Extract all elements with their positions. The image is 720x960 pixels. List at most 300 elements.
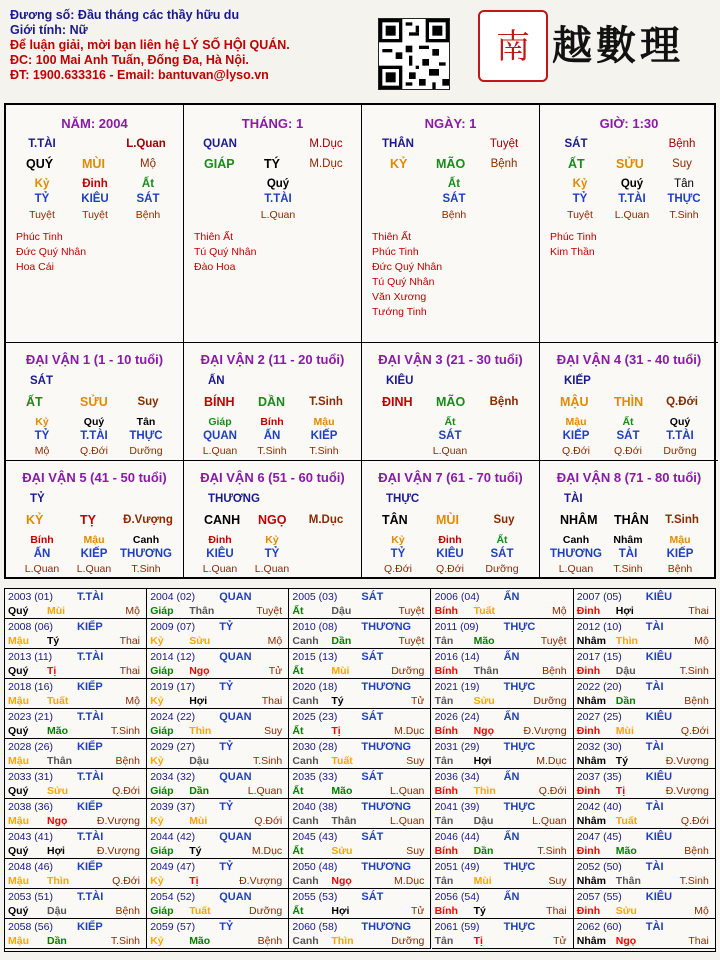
stem: KỶ xyxy=(390,157,408,171)
year-god: TỶ xyxy=(219,681,234,693)
year-god: THỰC xyxy=(503,741,536,753)
hidden-god: TỶ xyxy=(572,193,588,205)
phone-email-line: ĐT: 1900.633316 - Email: bantuvan@lyso.vn xyxy=(10,68,269,82)
year-label: 2008 (06) xyxy=(8,621,53,633)
hidden-stem: Canh xyxy=(132,534,160,546)
life-stage: M.Dục xyxy=(309,158,343,170)
year-life: Suy xyxy=(548,875,567,887)
annual-year-cell xyxy=(289,829,431,859)
hidden-god: QUAN xyxy=(203,430,237,442)
dai-van-branch: THÌN xyxy=(614,395,644,409)
dai-van-life: Bệnh xyxy=(489,396,519,408)
year-branch: Thìn xyxy=(615,635,638,647)
hidden-stem: Kỷ xyxy=(34,178,50,190)
pillar-day xyxy=(362,105,540,343)
year-branch: Hợi xyxy=(615,605,634,617)
year-life: Thai xyxy=(119,665,140,677)
year-branch: Mão xyxy=(189,935,211,947)
annual-year-cell xyxy=(574,859,716,889)
year-life: Bệnh xyxy=(115,755,140,767)
year-stem: Nhâm xyxy=(576,695,606,707)
year-life: M.Dục xyxy=(394,725,425,737)
annual-year-cell xyxy=(289,649,431,679)
year-god: KIẾP xyxy=(77,681,103,693)
year-branch: Mùi xyxy=(615,725,634,737)
dai-van-branch: NGỌ xyxy=(258,513,287,527)
annual-luck-grid xyxy=(4,588,716,952)
year-stem: Ất xyxy=(292,665,304,677)
annual-year-cell xyxy=(574,709,716,739)
year-branch: Tị xyxy=(189,875,199,887)
year-label: 2019 (17) xyxy=(150,681,196,693)
year-label: 2005 (03) xyxy=(292,591,338,603)
year-god: KIẾP xyxy=(77,741,103,753)
hidden-god: SÁT xyxy=(616,430,640,442)
year-stem: Kỷ xyxy=(150,695,164,707)
hidden-life: Q.Đới xyxy=(436,563,464,575)
year-god: THỰC xyxy=(503,861,536,873)
dai-van-god: TỶ xyxy=(30,493,45,505)
dai-van-cell xyxy=(540,461,718,579)
year-stem: Ất xyxy=(292,605,304,617)
year-stem: Canh xyxy=(292,875,319,887)
year-god: SÁT xyxy=(361,891,384,903)
dai-van-branch: THÂN xyxy=(614,513,649,527)
year-life: Tuyệt xyxy=(398,635,425,647)
year-stem: Đinh xyxy=(576,845,601,857)
annual-year-cell xyxy=(5,919,147,949)
year-life: L.Quan xyxy=(247,785,283,797)
year-branch: Dậu xyxy=(47,905,67,917)
year-stem: Giáp xyxy=(150,605,174,617)
year-life: T.Sinh xyxy=(537,845,567,857)
year-stem: Đinh xyxy=(576,785,601,797)
hidden-stem: Mậu xyxy=(565,416,587,428)
year-label: 2045 (43) xyxy=(292,831,338,843)
year-god: KIẾP xyxy=(77,621,103,633)
year-life: T.Sinh xyxy=(110,935,140,947)
year-branch: Dần xyxy=(331,635,352,647)
hidden-stem: Giáp xyxy=(208,416,232,428)
hidden-life: Bệnh xyxy=(135,209,161,221)
hidden-god: KIÊU xyxy=(206,548,234,560)
dai-van-title: ĐẠI VẬN 3 (21 - 30 tuổi) xyxy=(378,352,523,367)
hidden-god: KIẾP xyxy=(80,548,108,560)
auspicious-star: Đào Hoa xyxy=(194,261,236,273)
dai-van-cell xyxy=(540,343,718,461)
auspicious-star: Hoa Cái xyxy=(16,261,54,273)
hidden-god: THỰC xyxy=(667,193,701,205)
year-god: THƯƠNG xyxy=(361,861,412,873)
branch-god: M.Dục xyxy=(309,138,343,150)
year-label: 2041 (39) xyxy=(434,801,480,813)
pillar-title: THÁNG: 1 xyxy=(241,116,304,131)
year-stem: Quý xyxy=(8,725,29,737)
annual-year-cell xyxy=(432,619,574,649)
pillar-title: NĂM: 2004 xyxy=(61,116,128,131)
year-stem: Bính xyxy=(434,845,458,857)
year-life: Tử xyxy=(268,665,283,677)
hidden-stem: Ất xyxy=(141,178,155,190)
year-branch: Hợi xyxy=(331,905,350,917)
year-branch: Thìn xyxy=(331,935,354,947)
year-life: Suy xyxy=(406,755,425,767)
annual-year-cell xyxy=(147,709,289,739)
year-branch: Tuất xyxy=(331,755,353,767)
year-god: THƯƠNG xyxy=(361,741,412,753)
year-god: T.TÀI xyxy=(77,771,104,783)
annual-year-cell xyxy=(5,859,147,889)
year-label: 2025 (23) xyxy=(292,711,338,723)
dai-van-god: KIÊU xyxy=(386,375,414,387)
annual-year-cell xyxy=(432,709,574,739)
auspicious-star: Tướng Tinh xyxy=(372,306,427,318)
dai-van-stem: MẬU xyxy=(560,395,589,409)
year-stem: Bính xyxy=(434,725,458,737)
year-stem: Kỷ xyxy=(150,935,164,947)
year-stem: Ất xyxy=(292,905,304,917)
hidden-life: T.Sinh xyxy=(613,563,643,575)
dai-van-title: ĐẠI VẬN 2 (11 - 20 tuổi) xyxy=(200,352,345,367)
year-god: TÀI xyxy=(645,681,664,693)
dai-van-title: ĐẠI VẬN 7 (61 - 70 tuổi) xyxy=(378,470,523,485)
year-label: 2031 (29) xyxy=(434,741,480,753)
auspicious-star: Phúc Tinh xyxy=(16,231,63,243)
annual-year-cell xyxy=(432,769,574,799)
annual-year-cell xyxy=(574,919,716,949)
year-branch: Thân xyxy=(615,875,641,887)
hidden-life: Dưỡng xyxy=(663,445,697,457)
pillar-month xyxy=(184,105,362,343)
pillar-year xyxy=(6,105,184,343)
dai-van-life: Q.Đới xyxy=(666,396,698,408)
year-label: 2058 (56) xyxy=(8,921,53,933)
year-branch: Hợi xyxy=(47,845,65,857)
hidden-god: T.TÀI xyxy=(264,193,292,205)
dai-van-life: Đ.Vượng xyxy=(123,514,173,526)
auspicious-star: Văn Xương xyxy=(372,291,427,303)
year-stem: Tân xyxy=(434,635,454,647)
year-god: ẤN xyxy=(503,651,520,663)
year-stem: Ất xyxy=(292,725,304,737)
hidden-god: TỶ xyxy=(34,193,50,205)
year-god: QUAN xyxy=(219,771,252,783)
year-label: 2010 (08) xyxy=(292,621,338,633)
year-life: Q.Đới xyxy=(112,875,140,887)
year-stem: Canh xyxy=(292,935,319,947)
year-label: 2044 (42) xyxy=(150,831,196,843)
year-life: Thai xyxy=(546,905,567,917)
dai-van-branch: SỬU xyxy=(80,395,108,409)
year-life: Đ.Vượng xyxy=(239,875,283,887)
year-branch: Thân xyxy=(473,665,499,677)
brand-logo: 越數理 xyxy=(552,22,684,69)
gender-label: Giới tính: Nữ xyxy=(10,23,88,37)
hidden-life: Bệnh xyxy=(667,563,693,575)
year-stem: Canh xyxy=(292,815,319,827)
year-stem: Canh xyxy=(292,635,319,647)
year-life: Dưỡng xyxy=(391,665,425,677)
dai-van-god: THỰC xyxy=(386,493,420,505)
year-branch: Tý xyxy=(189,845,202,857)
hidden-life: Q.Đới xyxy=(384,563,412,575)
year-life: M.Dục xyxy=(536,755,567,767)
hidden-stem: Kỷ xyxy=(265,534,279,546)
year-label: 2021 (19) xyxy=(434,681,480,693)
year-branch: Ngọ xyxy=(189,665,210,677)
hidden-stem: Nhâm xyxy=(613,534,643,546)
hidden-god: SÁT xyxy=(136,193,160,205)
year-stem: Bính xyxy=(434,905,458,917)
year-god: KIÊU xyxy=(645,831,673,843)
year-branch: Dậu xyxy=(189,755,210,767)
year-god: ẤN xyxy=(503,891,520,903)
annual-year-cell xyxy=(432,919,574,949)
year-god: ẤN xyxy=(503,771,520,783)
year-branch: Mão xyxy=(473,635,495,647)
year-life: Đ.Vượng xyxy=(523,725,567,737)
year-stem: Quý xyxy=(8,605,29,617)
year-life: Dưỡng xyxy=(249,905,283,917)
year-god: TÀI xyxy=(645,861,664,873)
year-branch: Thìn xyxy=(189,725,212,737)
dai-van-cell xyxy=(362,461,540,579)
hidden-life: L.Quan xyxy=(260,209,296,221)
hidden-stem: Canh xyxy=(562,534,590,546)
year-life: Bệnh xyxy=(684,845,709,857)
dai-van-cell xyxy=(6,343,184,461)
year-branch: Sửu xyxy=(47,785,69,797)
annual-year-cell xyxy=(5,889,147,919)
year-label: 2043 (41) xyxy=(8,831,53,843)
stem: GIÁP xyxy=(204,157,235,171)
annual-year-cell xyxy=(432,889,574,919)
year-branch: Tý xyxy=(47,635,60,647)
year-branch: Dần xyxy=(473,845,494,857)
hidden-god: TÀI xyxy=(618,548,638,560)
year-god: THỰC xyxy=(503,801,536,813)
year-label: 2014 (12) xyxy=(150,651,196,663)
year-label: 2012 (10) xyxy=(576,621,622,633)
hidden-life: Mộ xyxy=(34,445,50,457)
year-stem: Tân xyxy=(434,815,454,827)
year-life: Tử xyxy=(410,695,425,707)
dai-van-cell xyxy=(6,461,184,579)
hidden-stem: Bính xyxy=(30,534,54,546)
year-branch: Tuất xyxy=(473,605,495,617)
auspicious-star: Thiên Ất xyxy=(372,231,412,243)
year-god: THƯƠNG xyxy=(361,621,412,633)
annual-year-cell xyxy=(574,889,716,919)
year-label: 2061 (59) xyxy=(434,921,480,933)
year-god: T.TÀI xyxy=(77,651,104,663)
hidden-stem: Ất xyxy=(444,416,456,428)
annual-year-cell xyxy=(432,589,574,619)
branch-god: Tuyệt xyxy=(489,138,519,150)
year-stem: Nhâm xyxy=(576,935,606,947)
branch: TÝ xyxy=(264,157,280,171)
hidden-life: L.Quan xyxy=(202,445,238,457)
year-label: 2027 (25) xyxy=(576,711,622,723)
annual-year-cell xyxy=(574,649,716,679)
year-god: QUAN xyxy=(219,591,252,603)
year-label: 2007 (05) xyxy=(576,591,622,603)
year-stem: Ất xyxy=(292,845,304,857)
year-stem: Nhâm xyxy=(576,635,606,647)
year-god: THỰC xyxy=(503,621,536,633)
year-branch: Dậu xyxy=(615,665,636,677)
year-label: 2053 (51) xyxy=(8,891,53,903)
year-branch: Thìn xyxy=(47,875,70,887)
year-god: KIÊU xyxy=(645,711,673,723)
dai-van-title: ĐẠI VẬN 1 (1 - 10 tuổi) xyxy=(25,352,164,367)
hidden-god: KIẾP xyxy=(562,430,590,442)
year-label: 2060 (58) xyxy=(292,921,338,933)
year-branch: Tị xyxy=(615,785,626,797)
dai-van-life: T.Sinh xyxy=(309,396,343,408)
year-life: L.Quan xyxy=(389,785,425,797)
subject-name: Đương số: Đầu tháng các thầy hữu du xyxy=(10,8,240,22)
hidden-life: L.Quan xyxy=(24,563,60,575)
year-god: QUAN xyxy=(219,651,252,663)
dai-van-branch: TỴ xyxy=(80,513,96,527)
annual-year-cell xyxy=(289,889,431,919)
annual-year-cell xyxy=(5,679,147,709)
dai-van-stem: NHÂM xyxy=(560,513,598,527)
year-branch: Tý xyxy=(615,755,629,767)
annual-year-cell xyxy=(289,799,431,829)
dai-van-god: SÁT xyxy=(30,375,53,387)
annual-year-cell xyxy=(289,709,431,739)
dai-van-stem: BÍNH xyxy=(204,395,235,409)
year-stem: Kỷ xyxy=(150,755,164,767)
dai-van-stem: TÂN xyxy=(382,513,408,527)
annual-year-cell xyxy=(289,919,431,949)
year-god: KIẾP xyxy=(77,801,103,813)
year-branch: Mão xyxy=(615,845,637,857)
year-branch: Thân xyxy=(331,815,357,827)
annual-year-cell xyxy=(147,679,289,709)
annual-year-cell xyxy=(147,769,289,799)
year-stem: Đinh xyxy=(576,605,601,617)
dai-van-branch: MÃO xyxy=(436,395,466,409)
year-stem: Kỷ xyxy=(150,815,164,827)
hidden-god: KIẾP xyxy=(310,430,338,442)
year-branch: Tị xyxy=(473,935,483,947)
year-stem: Mậu xyxy=(8,875,29,887)
year-branch: Tý xyxy=(473,905,486,917)
stem-god: QUAN xyxy=(203,138,237,150)
year-stem: Canh xyxy=(292,695,319,707)
year-life: Mộ xyxy=(552,605,567,617)
auspicious-star: Đức Quý Nhân xyxy=(372,261,443,273)
stem-god: THÂN xyxy=(382,138,414,150)
year-god: TÀI xyxy=(645,621,664,633)
hidden-stem: Ất xyxy=(622,416,634,428)
hidden-life: T.Sinh xyxy=(669,209,699,221)
branch-god: L.Quan xyxy=(126,138,166,150)
year-life: Q.Đới xyxy=(112,785,140,797)
hidden-life: Dưỡng xyxy=(485,563,519,575)
year-stem: Nhâm xyxy=(576,755,606,767)
year-life: Mộ xyxy=(267,635,283,647)
year-life: Đ.Vượng xyxy=(96,815,140,827)
year-branch: Dần xyxy=(189,785,210,797)
hidden-stem: Ất xyxy=(496,534,508,546)
annual-year-cell xyxy=(5,739,147,769)
year-god: SÁT xyxy=(361,591,384,603)
year-god: ẤN xyxy=(503,831,520,843)
year-stem: Kỷ xyxy=(150,635,164,647)
year-god: SÁT xyxy=(361,651,384,663)
year-branch: Thân xyxy=(47,755,73,767)
year-god: QUAN xyxy=(219,891,252,903)
hidden-stem: Quý xyxy=(620,178,644,190)
year-stem: Nhâm xyxy=(576,875,606,887)
year-life: Tử xyxy=(553,935,567,947)
year-god: QUAN xyxy=(219,831,252,843)
hidden-god: ẤN xyxy=(33,548,51,560)
year-branch: Dần xyxy=(47,935,67,947)
year-branch: Ngọ xyxy=(615,935,637,947)
year-life: Q.Đới xyxy=(538,785,567,797)
dai-van-title: ĐẠI VẬN 5 (41 - 50 tuổi) xyxy=(22,470,167,485)
annual-year-cell xyxy=(147,829,289,859)
year-branch: Mùi xyxy=(331,665,350,677)
year-label: 2042 (40) xyxy=(576,801,622,813)
hidden-stem: Tân xyxy=(674,178,694,190)
year-life: M.Dục xyxy=(394,875,425,887)
year-god: TÀI xyxy=(645,801,664,813)
year-life: Q.Đới xyxy=(680,725,709,737)
year-label: 2024 (22) xyxy=(150,711,196,723)
year-god: KIÊU xyxy=(645,771,673,783)
hidden-god: KIÊU xyxy=(436,548,464,560)
annual-year-cell xyxy=(432,679,574,709)
hidden-god: KIẾP xyxy=(666,548,694,560)
year-branch: Tý xyxy=(331,695,344,707)
stem-god: T.TÀI xyxy=(28,138,56,150)
annual-year-cell xyxy=(147,739,289,769)
year-stem: Đinh xyxy=(576,665,601,677)
year-life: Tuyệt xyxy=(540,635,567,647)
hidden-life: Q.Đới xyxy=(562,445,590,457)
annual-year-cell xyxy=(574,829,716,859)
annual-year-cell xyxy=(574,679,716,709)
dai-van-stem: ẤT xyxy=(26,395,43,409)
year-stem: Quý xyxy=(8,665,29,677)
hidden-life: Q.Đới xyxy=(80,445,108,457)
year-branch: Dậu xyxy=(473,815,494,827)
year-god: T.TÀI xyxy=(77,891,104,903)
year-god: TỶ xyxy=(219,621,234,633)
year-god: KIẾP xyxy=(77,921,103,933)
year-label: 2038 (36) xyxy=(8,801,53,813)
hidden-stem: Tân xyxy=(136,416,156,428)
hidden-god: TỶ xyxy=(34,430,50,442)
annual-year-cell xyxy=(432,799,574,829)
hidden-stem: Đinh xyxy=(82,178,108,190)
year-stem: Kỷ xyxy=(150,875,164,887)
year-stem: Mậu xyxy=(8,755,29,767)
annual-year-cell xyxy=(289,619,431,649)
chart-header xyxy=(10,8,340,100)
year-label: 2036 (34) xyxy=(434,771,480,783)
hidden-god: T.TÀI xyxy=(80,430,108,442)
year-god: THƯƠNG xyxy=(361,801,412,813)
year-label: 2026 (24) xyxy=(434,711,480,723)
hidden-stem: Mậu xyxy=(83,534,105,546)
